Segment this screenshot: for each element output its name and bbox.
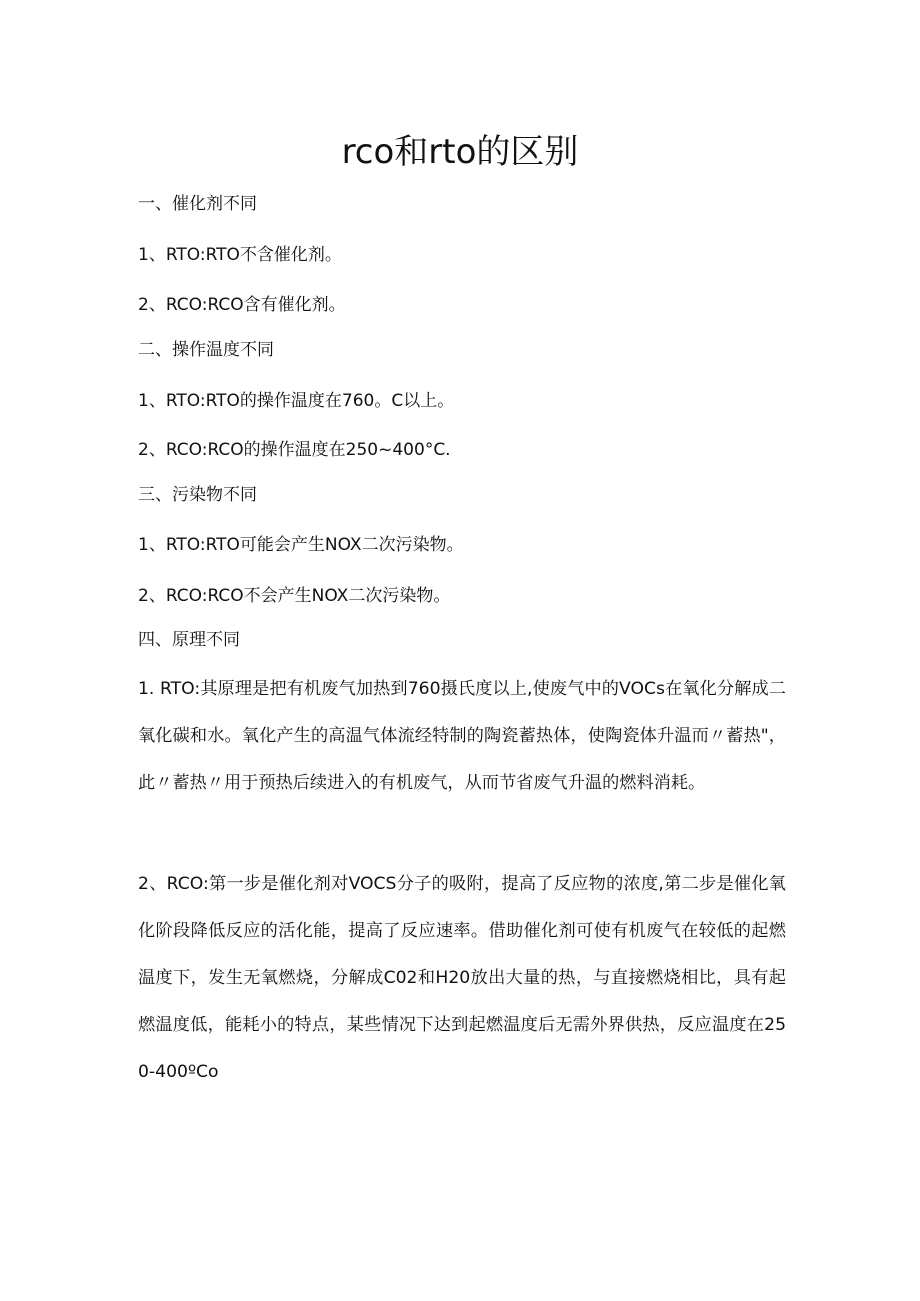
list-item: 1、RTO:RTO可能会产生NOX二次污染物。 bbox=[138, 535, 464, 555]
paragraph-rco-principle: 2、RCO:第一步是催化剂对VOCS分子的吸附，提高了反应物的浓度,第二步是催化氧化阶段降低反应的活化能，提高了反应速率。借助催化剂可使有机废气在较低的起燃温度下，发生无氧燃烧，分解成C02和H20放出大量的热，与直接燃烧相比，具有起燃温度低，能耗小的特点，某些情况下达到起燃温度后无需外界供热，反应温度在250-400ºCo bbox=[138, 874, 786, 1082]
document-title: rco和rto的区别 bbox=[341, 132, 579, 172]
list-item: 2、RCO:RCO的操作温度在250~400°C. bbox=[138, 440, 451, 460]
section-heading-temperature: 二、操作温度不同 bbox=[138, 340, 274, 360]
section-heading-principle: 四、原理不同 bbox=[138, 630, 240, 650]
section-heading-catalyst: 一、催化剂不同 bbox=[138, 194, 257, 214]
list-item: 2、RCO:RCO不会产生NOX二次污染物。 bbox=[138, 586, 451, 606]
list-item: 2、RCO:RCO含有催化剂。 bbox=[138, 295, 346, 315]
section-heading-pollutant: 三、污染物不同 bbox=[138, 485, 257, 505]
list-item: 1、RTO:RTO不含催化剂。 bbox=[138, 245, 342, 265]
paragraph-rto-principle: 1. RTO:其原理是把有机废气加热到760摄氏度以上,使废气中的VOCs在氧化分解成二氧化碳和水。氧化产生的高温气体流经特制的陶瓷蓄热体，使陶瓷体升温而〃蓄热"，此〃蓄热〃用于预热后续进入的有机废气，从而节省废气升温的燃料消耗。 bbox=[138, 679, 786, 793]
list-item: 1、RTO:RTO的操作温度在760。C以上。 bbox=[138, 391, 455, 411]
